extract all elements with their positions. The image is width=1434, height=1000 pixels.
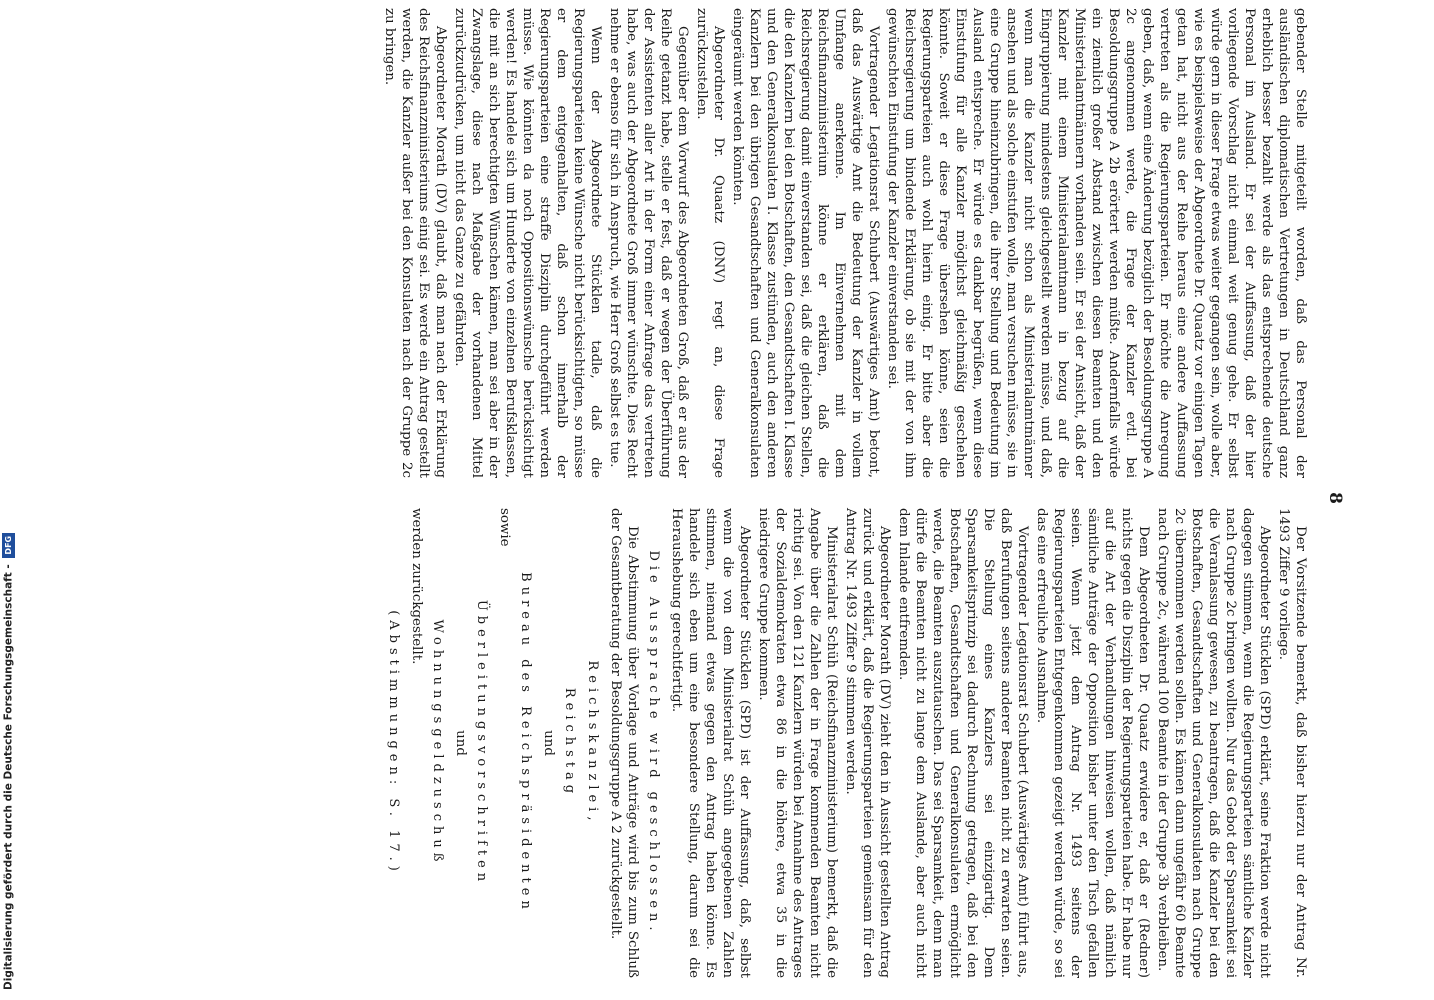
paragraph: Gegenüber dem Vorwurf des Abgeordneten Groß, daß er aus der Reihe getanzt habe, stelle er fest, daß er wegen der Überführung der Assistenten aller Art in der Form einer Anfrage das vertreten habe, was auch der Abgeordnete Groß immer wünschte. Dies Recht nehme er ebenso für sich in Anspruch, wie Herr Groß selbst es tue. [607,8,690,478]
funding-credit [2,0,18,990]
paragraph: Vortragender Legationsrat Schubert (Auswärtiges Amt) führt aus, daß Berufungen seitens anderer Beamten nicht zu erwarten seien. Die Stellung eines Kanzlers sei einzigartig. Dem Sparsamkeitsprinzip sei dadurch Rechnung getragen, daß bei den Botschaften, Gesandtschaften und Generalkonsulaten ermöglicht werde, die Beamten auszutauschen. Das sei Sparsamkeit, denn man dürfe die Beamten nicht zu lange dem Auslande, aber auch nicht dem Inlande entfremden. [896,508,1030,978]
paragraph: Abgeordneter Dr. Quaatz (DNV) regt an, diese Frage zurückzustellen. [694,8,726,478]
paragraph: Ministerialrat Schüh (Reichsfinanzministerium) bemerkt, daß die Angabe über die Zahlen der in Frage kommenden Beamten nicht richtig sei. Von den 121 Kanzlern würden bei Annahme des Antrages der Sozialdemokraten etwa 86 in die höhere, etwa 35 in die niedrigere Gruppe kommen. [756,508,839,978]
section-connector: und [453,730,468,756]
paragraph: Abgeordneter Stücklen (SPD) ist der Auffassung, daß, selbst wenn die von dem Ministerialrat Schüh angegebenen Zahlen stimmen, niemand etwas gegen den Antrag haben könne. Es handele sich eben um eine besondere Stellung, darum sei die Heraushebung gerechtfertigt. [669,508,752,978]
vote-deferral: Die Abstimmung über Vorlage und Anträge wird bis zum Schluß der Gesamtberatung der Besoldungsgruppe A 2 zurückgestellt. [608,508,640,978]
rotated-page-content [105,8,1345,988]
section-heading: Bureau des Reichspräsidenten [518,572,533,914]
left-column [379,8,1309,478]
right-column [381,508,1309,978]
dfg-logo-icon: DFG [2,533,15,558]
paragraph: gebender Stelle mitgeteilt worden, daß das Personal der ausländischen diplomatischen Vertretungen in Deutschland ganz erheblich besser bezahlt werde als das entsprechende deutsche Personal im Ausland. Er sei der Auffassung, daß der hier vorliegende Vorschlag nicht einmal weit genug gehe. Er selbst würde gern in dieser Frage etwas weiter gegangen sein, wolle aber, wie es beispielsweise der Abgeordnete Dr. Quaatz vor einigen Tagen getan hat, nicht aus der Reihe heraus eine andere Auffassung vertreten als die Regierungsparteien. Er möchte die Anregung geben, daß, wenn eine Änderung bezüglich der Besoldungsgruppe A 2c angenommen werde, die Frage der Kanzler evtl. bei Besoldungsgruppe A 2b erörtert werden müßte. Andernfalls würde ein ziemlich großer Abstand zwischen diesen Beamten und den Ministerialamtmännern vorhanden sein. Er sei der Ansicht, daß der Kanzler mit einem Ministerialamtmann in bezug auf die Eingruppierung mindestens gleichgestellt werden müsse, und daß, wenn man die Kanzler nicht schon als Ministerialamtmänner ansehen und als solche einstufen wolle, man versuchen müsse, sie in eine Gruppe hineinzubringen, die ihrer Stellung und Bedeutung im Ausland entspreche. Er würde es dankbar begrüßen, wenn diese Einstufung für alle Kanzler möglichst gleichmäßig geschehen könnte. Soweit er diese Frage übersehen könne, seien die Regierungsparteien auch wohl hierin einig. Er bitte aber die Reichsregierung um bindende Erklärung, ob sie mit der von ihm gewünschten Einstufung der Kanzler einverstanden sei. [885,8,1308,478]
funding-credit-text: Digitalisierung gefördert durch die Deutsche Forschungsgemeinschaft - [2,564,15,990]
section-connector: und [541,730,556,756]
paragraph: Vortragender Legationsrat Schubert (Auswärtiges Amt) betont, daß das Auswärtige Amt die Bedeutung der Kanzler in vollem Umfange anerkenne. Im Einvernehmen mit dem Reichsfinanzministerium könne er erklären, daß die Reichsregierung damit einverstanden sei, daß die gleichen Stellen, die den Kanzlern bei den Botschaften, den Gesandtschaften I. Klasse und den Generalkonsulaten I. Klasse zustünden, auch den anderen Kanzlern bei den übrigen Gesandtschaften und Generalkonsulaten eingeräumt werden könnten. [730,8,881,478]
closing-statement: Die Aussprache wird geschlossen. [646,550,661,936]
votes-reference: (Abstimmungen: S. 17.) [386,610,401,876]
section-connector: sowie [497,508,512,547]
section-heading: Reichstag [562,687,577,799]
section-heading: Reichskanzlei, [585,660,600,826]
deferred-note: werden zurückgestellt. [409,508,424,665]
paragraph: Dem Abgeordneten Dr. Quaatz erwidere er, daß er (Redner) nichts gegen die Disziplin der Regierungsparteien habe. Er habe nur auf die Art der Verhandlungen hinweisen wollen, daß nämlich sämtliche Anträge der Opposition bisher unter den Tisch gefallen seien. Wenn jetzt dem Antrag Nr. 1493 seitens der Regierungsparteien Entgegenkommen gezeigt werden würde, so sei das eine erfreuliche Ausnahme. [1034,508,1151,978]
paragraph: Wenn der Abgeordnete Stücklen tadle, daß die Regierungsparteien keine Wünsche nicht berücksichtigten, so müsse er dem entgegenhalten, daß schon innerhalb der Regierungsparteien eine straffe Disziplin durchgeführt werden müsse. Wie könnten da noch Oppositionswünsche berücksichtigt werden! Es handele sich um Hunderte von einzelnen Berufsklassen, die mit an sich berechtigten Wünschen kämen, man sei aber in der Zwangslage, diese nach Maßgabe der vorhandenen Mittel zurückzudrücken, um nicht das Ganze zu gefährden. [452,8,603,478]
footer-strip [0,0,20,1000]
page-number: 8 [1325,492,1345,504]
paragraph: Abgeordneter Stücklen (SPD) erklärt, seine Fraktion werde nicht dagegen stimmen, wenn die Regierungsparteien sämtliche Kanzler nach Gruppe 2c bringen wollten. Nur das Gebot der Sparsamkeit sei die Veranlassung gewesen, zu beantragen, daß die Kanzler bei den Botschaften, Gesandtschaften und Generalkonsulaten nach Gruppe 2c übernommen werden sollen. Es kämen dann ungefähr 60 Beamte nach Gruppe 2c, während 100 Beamte in der Gruppe 3b verbleiben. [1155,508,1272,978]
section-heading: Überleitungsvorschriften [474,599,489,887]
paragraph: Abgeordneter Morath (DV) glaubt, daß man nach der Erklärung des Reichsfinanzministeriums einig sei. Es werde ein Antrag gestellt werden, die Kanzler außer bei den Konsulaten nach der Gruppe 2c zu bringen. [382,8,448,478]
chair-note: Der Vorsitzende bemerkt, daß bisher hierzu nur der Antrag Nr. 1493 Ziffer 9 vorliege. [1276,508,1308,978]
section-heading: Wohnungsgeldzuschuß [430,619,445,867]
paragraph: Abgeordneter Morath (DV) zieht den in Aussicht gestellten Antrag zurück und erklärt, daß die Regierungsparteien gemeinsam für den Antrag Nr. 1493 Ziffer 9 stimmen werden. [843,508,892,978]
